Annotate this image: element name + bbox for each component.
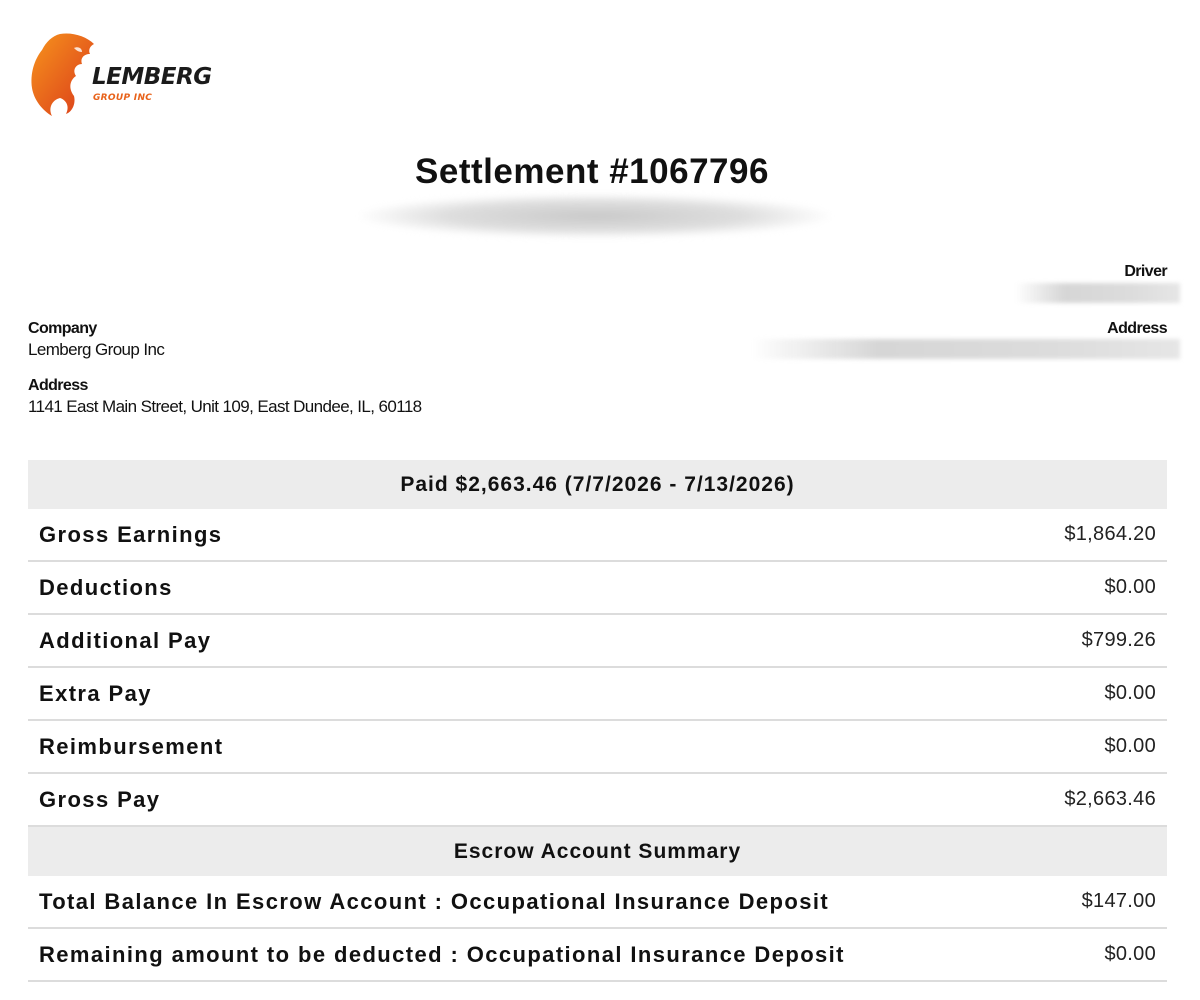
redacted-driver-name: [1015, 283, 1180, 303]
row-label: Total Balance In Escrow Account : Occupational Insurance Deposit: [39, 888, 830, 914]
page-title: Settlement #1067796: [415, 152, 769, 191]
row-label: Extra Pay: [39, 680, 152, 706]
company-address: 1141 East Main Street, Unit 109, East Dundee, IL, 60118: [28, 397, 422, 416]
row-value: $0.00: [1104, 735, 1156, 757]
table-row: [28, 929, 1167, 982]
row-value: $1,864.20: [1064, 523, 1156, 545]
table-row: [28, 615, 1167, 668]
company-address-label: Address: [28, 377, 88, 394]
row-label: Remaining amount to be deducted : Occupational Insurance Deposit: [39, 941, 845, 967]
table-row: [28, 774, 1167, 827]
redacted-subtitle: [360, 194, 830, 238]
row-value: $147.00: [1081, 890, 1156, 912]
settlement-table: [28, 460, 1167, 982]
row-label: Gross Pay: [39, 786, 161, 812]
row-value: $0.00: [1104, 943, 1156, 965]
company-label: Company: [28, 320, 97, 337]
escrow-summary-header: Escrow Account Summary: [28, 827, 1167, 876]
driver-label: Driver: [1124, 263, 1167, 280]
table-row: [28, 562, 1167, 615]
table-row: [28, 509, 1167, 562]
row-value: $0.00: [1104, 682, 1156, 704]
row-value: $799.26: [1081, 629, 1156, 651]
logo-subtitle: GROUP INC: [93, 93, 153, 103]
table-row: [28, 668, 1167, 721]
company-name: Lemberg Group Inc: [28, 340, 165, 359]
row-label: Reimbursement: [39, 733, 224, 759]
row-value: $0.00: [1104, 576, 1156, 598]
company-logo: [30, 30, 240, 118]
table-row: [28, 876, 1167, 929]
redacted-driver-address: [750, 339, 1180, 359]
row-label: Additional Pay: [39, 627, 212, 653]
row-label: Gross Earnings: [39, 521, 223, 547]
row-value: $2,663.46: [1064, 788, 1156, 810]
paid-summary-header: Paid $2,663.46 (7/7/2026 - 7/13/2026): [28, 460, 1167, 509]
table-row: [28, 721, 1167, 774]
row-label: Deductions: [39, 574, 173, 600]
lion-logo-icon: [30, 30, 100, 118]
driver-address-label: Address: [1107, 320, 1167, 337]
logo-wordmark: LEMBERG: [92, 64, 212, 90]
